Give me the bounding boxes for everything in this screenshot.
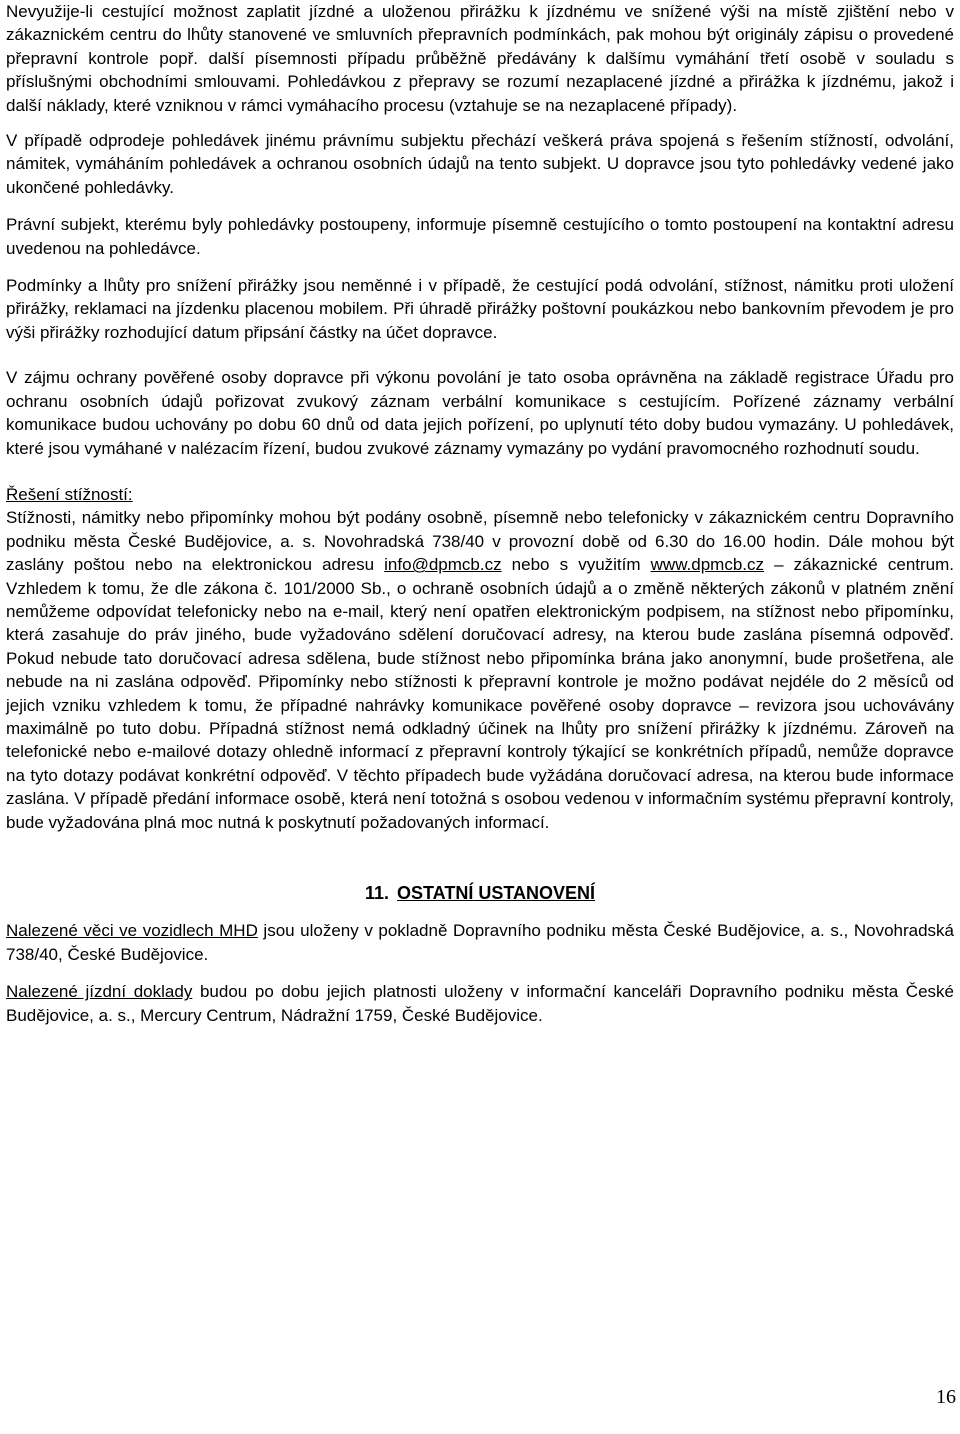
paragraph-claim-sale: V případě odprodeje pohledávek jinému právnímu subjektu přechází veškerá práva spojená s řešením stížností, odvolání, námitek, vymáháním pohledávek a ochranou osobních údajů na tento subjekt. U dopravce jsou tyto pohledávky vedené jako ukončené pohledávky. <box>6 131 954 197</box>
complaints-title-text: Řešení stížností: <box>6 484 133 504</box>
lost-items-label: Nalezené věci ve vozidlech MHD <box>6 921 258 941</box>
paragraph-lost-items <box>6 919 954 966</box>
paragraph-claim-definition-text: Pohledávkou z přepravy se rozumí nezaplacené jízdné a přirážka k jízdnému, jakož i další náklady, které vzniknou v rámci vymáhacího procesu (vztahuje se na nezaplacené případy). <box>6 72 954 115</box>
section-number: 11. <box>364 883 390 903</box>
complaints-section <box>6 483 954 834</box>
section-heading <box>6 882 954 905</box>
complaints-body <box>6 506 954 834</box>
complaints-body-part3: – zákaznické centrum. Vzhledem k tomu, že dle zákona č. 101/2000 Sb., o ochraně osobních údajů a o změně některých zákonů v platném znění nemůžeme odpovídat telefonicky nebo na e-mail, který není opatřen elektronickým podpisem, na stížnost nebo připomínku, která zasahuje do práv jiného, bude vyžadováno sdělení doručovací adresy, na kterou bude zaslána písemná odpověď. Pokud nebude tato doručovací adresa sdělena, bude stížnost nebo připomínka brána jako anonymní, bude prošetřena, ale nebude na ni zaslána odpověď. Připomínky nebo stížnosti k přepravní kontrole je možno podávat nejdéle do 2 měsíců od jejich vzniku vzhledem k tomu, že případné nahrávky komunikace pověřené osoby dopravce – revizora jsou uchovávány maximálně po tuto dobu. Případná stížnost nemá odkladný účinek na lhůty pro snížení přirážky k jízdnému. Zároveň na telefonické nebo e-mailové dotazy ohledně informací z přepravní kontroly týkající se konkrétních případů, nemůže dopravce na tyto dotazy podávat konkrétní odpověď. V těchto případech bude vyžádána doručovací adresa, na kterou bude informace zaslána. V případě předání informace osobě, která není totožná s osobou vedenou v informačním systému přepravní kontroly, bude vyžadována plná moc nutná k poskytnutí požadovaných informací. <box>6 555 954 832</box>
paragraph-surcharge-conditions: Podmínky a lhůty pro snížení přirážky jsou neměnné i v případě, že cestující podá odvolání, stížnost, námitku proti uložení přirážky, reklamaci na jízdenku placenou mobilem. Při úhradě přirážky poštovní poukázkou nebo bankovním převodem je pro výši přirážky rozhodující datum připsání částky na účet dopravce. <box>6 276 954 342</box>
paragraph-debt-collection <box>6 0 954 117</box>
website-link[interactable]: www.dpmcb.cz <box>650 555 765 575</box>
lost-items-text: jsou uloženy v pokladně Dopravního podniku města České Budějovice, a. s., Novohradská 738/40, České Budějovice. <box>6 921 954 964</box>
lost-tickets-label: Nalezené jízdní doklady <box>6 982 193 1002</box>
email-link[interactable]: info@dpmcb.cz <box>384 555 502 575</box>
lost-tickets-text: budou po dobu jejich platnosti uloženy v informační kanceláři Dopravního podniku města České Budějovice, a. s., Mercury Centrum, Nádražní 1759, České Budějovice. <box>6 982 954 1025</box>
paragraph-audio-recording: V zájmu ochrany pověřené osoby dopravce při výkonu povolání je tato osoba oprávněna na základě registrace Úřadu pro ochranu osobních údajů pořizovat zvukový záznam verbální komunikace s cestujícím. Pořízené záznamy verbální komunikace budou uchovány po dobu 60 dnů od data jejich pořízení, po uplynutí této doby budou vymazány. U pohledávek, které jsou vymáhané v nalézacím řízení, budou zvukové záznamy vymazány po vydání pravomocného rozhodnutí soudu. <box>6 368 954 458</box>
complaints-body-part2: nebo s využitím <box>501 555 651 575</box>
complaints-body-part1: Stížnosti, námitky nebo připomínky mohou být podány osobně, písemně nebo telefonicky v zákaznickém centru Dopravního podniku města České Budějovice, a. s. Novohradská 738/40 v provozní době od 6.30 do 16.00 hodin. Dále mohou být zaslány poštou nebo na elektronickou adresu <box>6 508 954 575</box>
page-number: 16 <box>936 1386 956 1408</box>
paragraph-assignment-notice: Právní subjekt, kterému byly pohledávky postoupeny, informuje písemně cestujícího o tomto postoupení na kontaktní adresu uvedenou na pohledávce. <box>6 215 954 258</box>
paragraph-debt-collection-text: Nevyužije-li cestující možnost zaplatit jízdné a uloženou přirážku k jízdnému ve snížené výši na místě zjištění nebo v zákaznickém centru do lhůty stanovené ve smluvních přepravních podmínkách, pak mohou být originály zápisu o provedené přepravní kontrole popř. další písemnosti případu průběžně předávány k dalšímu vymáhání třetí osobě v souladu s příslušnými obchodními smlouvami. <box>6 2 954 92</box>
complaints-title <box>6 483 954 506</box>
paragraph-lost-tickets <box>6 980 954 1027</box>
section-title: OSTATNÍ USTANOVENÍ <box>397 883 596 903</box>
